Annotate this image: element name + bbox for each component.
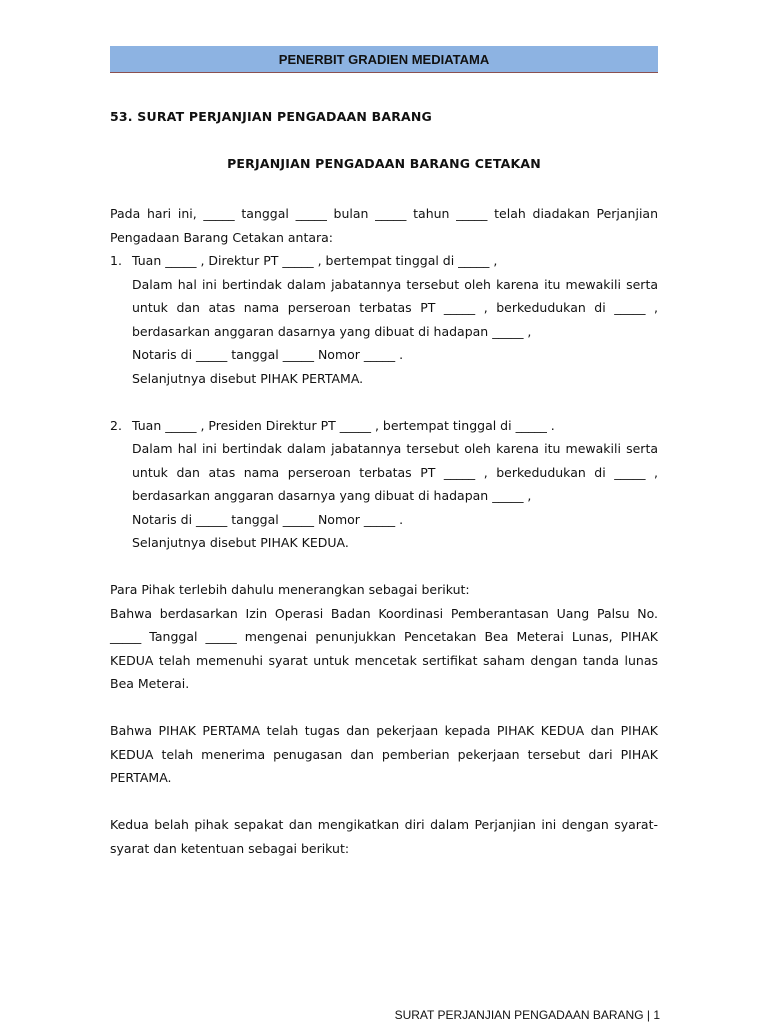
party-notaris: Notaris di _____ tanggal _____ Nomor _____ . — [132, 511, 404, 527]
party-2 — [110, 414, 658, 555]
page-footer: SURAT PERJANJIAN PENGADAAN BARANG | 1 — [394, 1008, 660, 1022]
party-designation: Selanjutnya disebut PIHAK PERTAMA. — [132, 370, 364, 386]
page-header — [110, 46, 658, 73]
party-identity: Tuan _____ , Presiden Direktur PT _____ , bertempat tinggal di _____ . — [132, 417, 555, 433]
publisher-title: PENERBIT GRADIEN MEDIATAMA — [278, 51, 490, 67]
recital-intro: Para Pihak terlebih dahulu menerangkan sebagai berikut: — [110, 582, 470, 597]
section-title: 53. SURAT PERJANJIAN PENGADAAN BARANG — [110, 109, 433, 124]
party-notaris: Notaris di _____ tanggal _____ Nomor _____ . — [132, 347, 404, 362]
party-1 — [110, 249, 658, 390]
recital-paragraph: Bahwa berdasarkan Izin Operasi Badan Koordinasi Pemberantasan Uang Palsu No. _____ Tanggal _____ mengenai penunjukkan Pencetakan Bea Meterai Lunas, PIHAK KEDUA telah memenuhi syarat untuk mencetak sertifikat saham dengan tanda lunas Bea Meterai. — [110, 605, 658, 691]
agreement-paragraph: Kedua belah pihak sepakat dan mengikatkan diri dalam Perjanjian ini dengan syarat-syarat dan ketentuan sebagai berikut: — [110, 817, 658, 856]
document-title: PERJANJIAN PENGADAAN BARANG CETAKAN — [227, 156, 541, 171]
party-number: 1. — [110, 253, 122, 268]
party-number: 2. — [110, 417, 122, 433]
recital-paragraph: Bahwa PIHAK PERTAMA telah tugas dan pekerjaan kepada PIHAK KEDUA dan PIHAK KEDUA telah menerima penugasan dan pemberian pekerjaan tersebut dari PIHAK PERTAMA. — [110, 723, 658, 785]
intro-paragraph: Pada hari ini, _____ tanggal _____ bulan _____ tahun _____ telah diadakan Perjanjian Pengadaan Barang Cetakan antara: — [110, 206, 658, 245]
document-body — [110, 108, 658, 860]
party-identity: Tuan _____ , Direktur PT _____ , bertempat tinggal di _____ , — [132, 253, 498, 268]
party-designation: Selanjutnya disebut PIHAK KEDUA. — [132, 535, 349, 550]
party-authority: Dalam hal ini bertindak dalam jabatannya tersebut oleh karena itu mewakili serta untuk dan atas nama perseroan terbatas PT _____ , berkedudukan di _____ , berdasarkan anggaran dasarnya yang dibuat di hadapan _____ , — [132, 441, 658, 503]
party-authority: Dalam hal ini bertindak dalam jabatannya tersebut oleh karena itu mewakili serta untuk dan atas nama perseroan terbatas PT _____ , berkedudukan di _____ , berdasarkan anggaran dasarnya yang dibuat di hadapan _____ , — [132, 276, 658, 339]
